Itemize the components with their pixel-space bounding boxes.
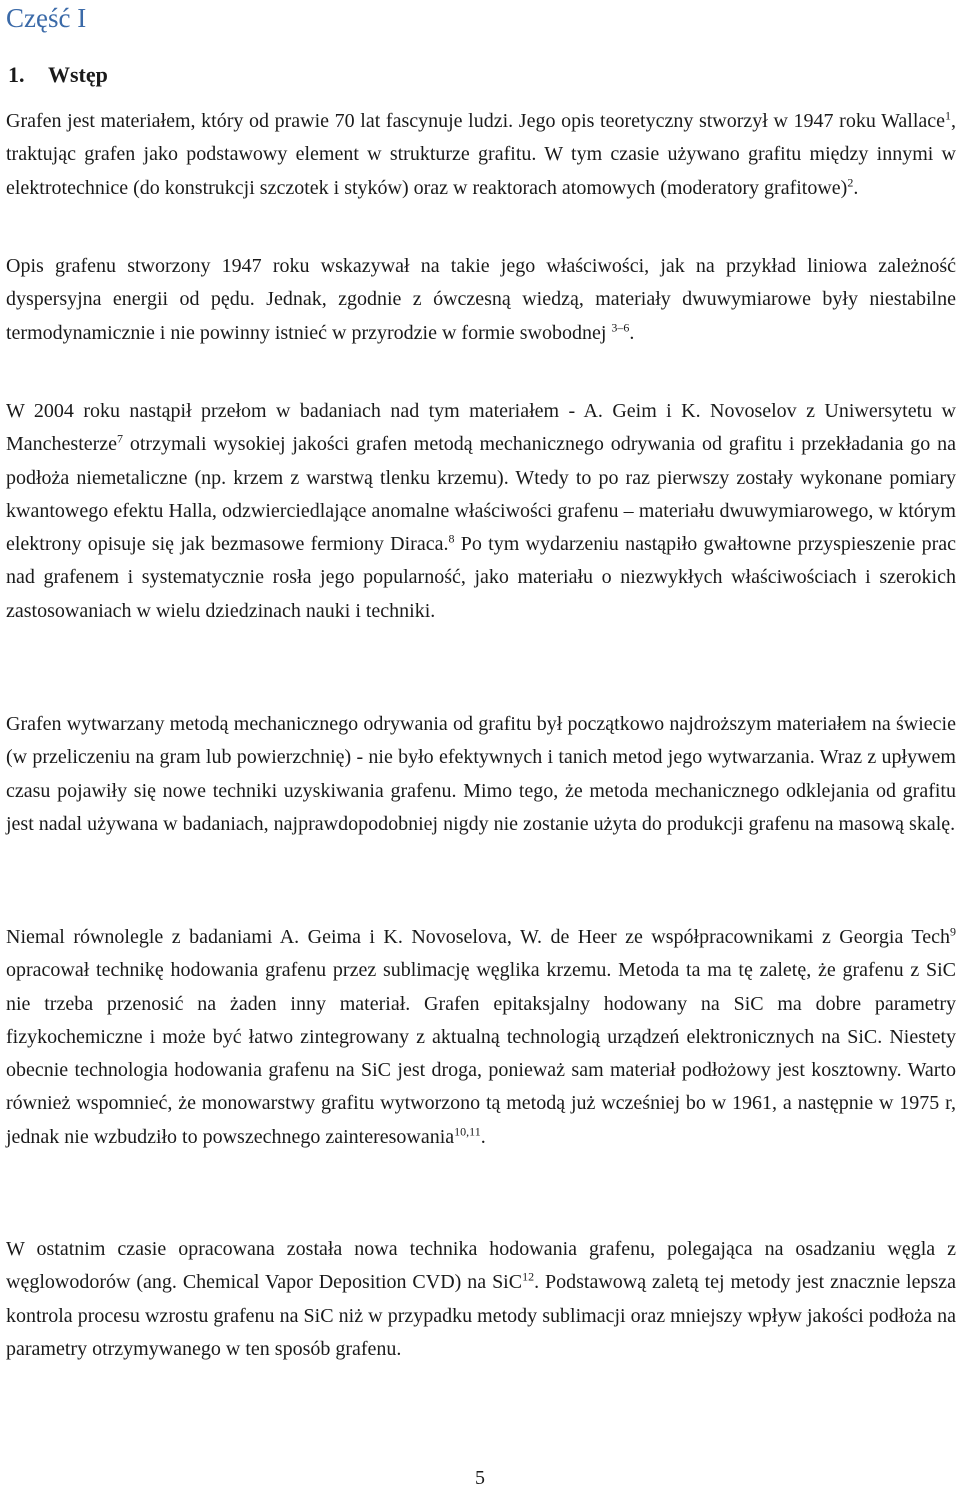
citation-superscript: 2 (847, 174, 854, 189)
section-heading (8, 58, 108, 92)
paragraph-text: . (629, 321, 635, 344)
citation-superscript: 8 (448, 531, 455, 546)
paragraph-4 (6, 708, 956, 841)
paragraph-text: , traktując grafen jako podstawowy element w strukturze grafitu. W tym czasie używano grafitu między innymi w elektrotechnice (do konstrukcji szczotek i styków) oraz w reaktorach atomowych (moderatory grafitowe) (6, 110, 956, 199)
paragraph-3 (6, 395, 956, 628)
page-number: 5 (475, 1467, 485, 1489)
paragraph-6 (6, 1233, 956, 1366)
paragraph-text: W 2004 roku nastąpił przełom w badaniach nad tym materiałem - A. Geim i K. Novoselov z Uniwersytetu w Manchesterze (6, 400, 956, 456)
paragraph-text: . Podstawową zaletą tej metody jest znacznie lepsza kontrola procesu wzrostu grafenu na SiC niż w przypadku metody sublimacji oraz mniejszy wpływ jakości podłoża na parametry otrzymywanego w ten sposób grafenu. (6, 1271, 957, 1360)
section-number: 1. (8, 62, 25, 87)
part-title: Część I (6, 3, 87, 33)
citation-superscript: 7 (117, 431, 124, 446)
citation-superscript: 10,11 (454, 1124, 481, 1139)
paragraph-text: Po tym wydarzeniu nastąpiło gwałtowne przyspieszenie prac nad grafenem i systematycznie rosła jego popularność, jako materiału o niezwykłych właściwościach i szerokich zastosowaniach w wielu dziedzinach nauki i techniki. (6, 533, 956, 622)
citation-superscript: 9 (950, 924, 956, 939)
section-title: Wstęp (48, 62, 108, 87)
citation-superscript: 1 (945, 108, 951, 123)
paragraph-text: otrzymali wysokiej jakości grafen metodą mechanicznego odrywania od grafitu i przekładania go na podłoża niemetaliczne (np. krzem z warstwą tlenku krzemu). Wtedy to po raz pierwszy zostały wykonane pomiary kwantowego efektu Halla, odzwierciedlające anomalne właściwości grafenu – materiału dwuwymiarowego, w którym elektrony opisuje się jak bezmasowe fermiony Diraca. (6, 433, 956, 556)
paragraph-text: Opis grafenu stworzony 1947 roku wskazywał na takie jego właściwości, jak na przykład liniowa zależność dyspersyjna energii od pędu. Jednak, zgodnie z ówczesną wiedzą, materiały dwuwymiarowe były niestabilne termodynamicznie i nie powinny istnieć w przyrodzie w formie swobodnej (6, 255, 956, 344)
paragraph-text: opracował technikę hodowania grafenu przez sublimację węglika krzemu. Metoda ta ma tę zaletę, że grafenu z SiC nie trzeba przenosić na żaden inny materiał. Grafen epitaksjalny hodowany na SiC ma dobre parametry fizykochemiczne i może być łatwo zintegrowany z aktualną technologią urządzeń elektronicznych na SiC. Niestety obecnie technologia hodowania grafenu na SiC jest droga, ponieważ sam materiał podłożowy jest kosztowny. Warto również wspomnieć, że monowarstwy grafitu wytworzono tą metodą już wcześniej bo w 1961, a następnie w 1975 r, jednak nie wzbudziło to powszechnego zainteresowania (6, 959, 956, 1148)
paragraph-text: . (853, 176, 859, 199)
paragraph-2 (6, 250, 956, 350)
paragraph-text: W ostatnim czasie opracowana została nowa technika hodowania grafenu, polegająca na osadzaniu węgla z węglowodorów (ang. Chemical Vapor Deposition CVD) na SiC (6, 1238, 956, 1294)
citation-superscript: 3–6 (611, 319, 630, 334)
paragraph-text: Niemal równolegle z badaniami A. Geima i K. Novoselova, W. de Heer ze współpracownikami z Georgia Tech (6, 926, 950, 948)
paragraph-text: . (480, 1125, 486, 1148)
paragraph-text: Grafen wytwarzany metodą mechanicznego odrywania od grafitu był początkowo najdroższym materiałem na świecie (w przeliczeniu na gram lub powierzchnię) - nie było efektywnych i tanich metod jego wytwarzania. Wraz z upływem czasu pojawiły się nowe techniki uzyskiwania grafenu. Mimo tego, że metoda mechanicznego odklejania od grafitu jest nadal używana w badaniach, najprawdopodobniej nigdy nie zostanie użyta do produkcji grafenu na masową skalę. (6, 713, 956, 835)
paragraph-text: Grafen jest materiałem, który od prawie 70 lat fascynuje ludzi. Jego opis teoretyczny stworzył w 1947 roku Wallace (6, 110, 945, 132)
citation-superscript: 12 (522, 1269, 535, 1284)
paragraph-5 (6, 921, 956, 1154)
paragraph-1 (6, 105, 956, 205)
